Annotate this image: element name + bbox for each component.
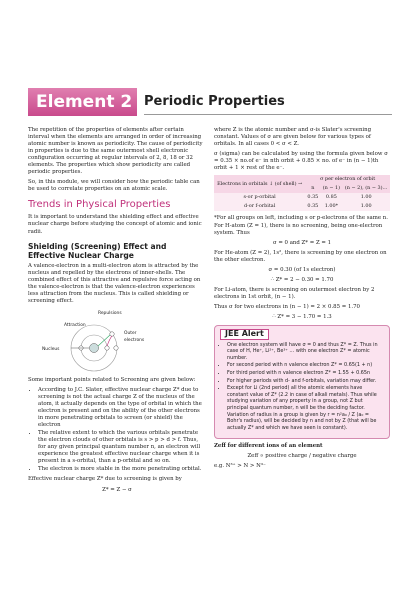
points-intro: Some important points related to Screening are given below: — [28, 376, 196, 383]
table-cell: 1.00 — [360, 194, 372, 201]
chapter-title: Periodic Properties — [144, 94, 285, 109]
table-note: *For all groups on left, including s or p-electrons of the same n. For H-atom (Z = 1), there is no screening, being one-electron system. Thus — [214, 215, 388, 236]
jee-alert-box — [214, 325, 390, 439]
screening-point: • According to J.C. Slater, effective nuclear charge Z* due to screening is not the actual charge Z of the nucleus of the atom, it actually depends on the type of orbital in which the electron is present and on the ability of the other electrons in more penetrating orbitals to screen (or shield) the electron — [38, 387, 206, 429]
table-header: Electrons in orbitals ↓ (of shell) → — [217, 180, 303, 187]
table-row — [214, 193, 390, 202]
title-rule — [144, 114, 392, 115]
chapter-banner — [28, 88, 392, 116]
ions-equation: Zeff ∝ positive charge / negative charge — [247, 453, 357, 460]
slater-table — [214, 175, 390, 211]
alert-item: • For third period with n valence electron Z* = 1.55 + 0.65n — [227, 370, 384, 377]
lithium-text: For Li-atom, there is screening on outermost electron by 2 electrons in 1st orbit, (n − 1). — [214, 286, 375, 300]
sigma-formula: σ (sigma) can be calculated by using the formula given below σ = 0.35 × no.of e⁻ in nth orbit + 0.85 × no. of e⁻ in (n − 1)th orbit + 1 × rest of the e⁻. — [214, 151, 388, 172]
table-cell: 1.00* — [324, 203, 339, 210]
screening-points — [28, 387, 206, 474]
left-column — [28, 127, 206, 497]
ions-example: e.g. N³⁺ > N > N³⁻ — [214, 463, 266, 470]
atom-diagram — [28, 308, 206, 374]
screening-point: • The electron is more stable in the more penetrating orbital. — [38, 466, 206, 473]
alert-item: • For higher periods with d- and f-orbitals, variation may differ. — [227, 378, 384, 385]
attraction-label: Attraction — [64, 322, 86, 328]
alert-item: • Except for Li (2nd period) all the atomic elements have constant value of Z* (2.2 in case of alkali metals). Thus while studying variation of any property in a group, not Z but principal quantum number, n will be the deciding factor. Variation of radius in a group is given by r = n²a₀ / Z (a₀ = Bohr's radius), will be decided by n and not by Z (that will be actually Z* and which we have seen is constant). — [227, 385, 384, 431]
lithium-zeff: ∴ Z* = 3 − 1.70 = 1.3 — [272, 313, 332, 320]
table-cell: s-or p-orbital — [243, 194, 276, 201]
table-caption: σ per electron of orbit — [320, 176, 376, 183]
table-row — [214, 202, 390, 211]
alert-list — [220, 342, 384, 432]
lithium-sigma: Thus σ for two electrons in (n − 1) = 2 × 0.85 = 1.70 — [214, 303, 360, 310]
outer-electrons-label: Outer electrons — [124, 330, 145, 343]
table-header: (n − 1) — [322, 185, 341, 192]
chapter-tag: Element 2 — [28, 88, 137, 116]
sigma-intro: where Z is the atomic number and σ-is Slater's screening constant. Values of σ are given below for various types of orbitals. In all cases 0 < σ < Z. — [214, 127, 372, 148]
table-cell: 1.00 — [360, 203, 372, 210]
shielding-text: A valence-electron in a multi-electron atom is attracted by the nucleus and repelled by the electrons of inner-shells. The combined effect of this attractive and repulsive force acting on the valence-electron is that the valence-electron experiences less attraction from the nucleus. This is called shielding or screening effect. — [28, 262, 201, 304]
zeff-equation: Z* = Z − σ — [102, 486, 132, 493]
table-cell: 0.35 — [307, 203, 319, 210]
table-cell: d-or f-orbital — [243, 203, 276, 210]
table-cell: 0.85 — [325, 194, 337, 201]
table-header: n — [311, 185, 315, 192]
repulsions-label: Repulsions — [98, 310, 122, 316]
shielding-heading: Shielding (Screening) Effect and Effective Nuclear Charge — [28, 241, 167, 260]
alert-item: • One electron system will have σ = 0 and thus Z* = Z. Thus in case of H, He⁺, Li²⁺, Be³⁺ … with one electron Z* = atomic number. — [227, 342, 384, 362]
intro-paragraph-1: The repetition of the properties of elements after certain interval when the elements are arranged in order of increasing atomic number is known as periodicity. The cause of periodicity in properties is due to the same outermost shell electronic configuration occurring at regular intervals of 2, 8, 18 or 32 elements. The properties which show periodicity are called periodic properties. — [28, 127, 203, 176]
nucleus-label: Nucleus — [42, 346, 60, 352]
helium-sigma: σ = 0.30 (of 1s electron) — [268, 266, 336, 273]
jee-alert-title: JEE Alert — [220, 329, 269, 340]
ions-heading: Zeff for different ions of an element — [214, 443, 323, 450]
alert-item: • For second period with n valence electron Z* = 0.65(1 + n) — [227, 362, 384, 369]
table-header: (n − 2), (n − 3)… — [344, 185, 388, 192]
zeff-text: Effective nuclear charge Z* due to screening is given by — [28, 476, 182, 483]
helium-zeff: ∴ Z* = 2 − 0.30 = 1.70 — [270, 276, 334, 283]
hydrogen-equation: σ = 0 and Z* = Z = 1 — [272, 239, 332, 246]
right-column — [214, 127, 390, 473]
intro-paragraph-2: So, in this module, we will consider how the periodic table can be used to correlate properties on an atomic scale. — [28, 179, 200, 193]
trends-text: It is important to understand the shielding effect and effective nuclear charge before studying the concept of atomic and ionic radii. — [28, 214, 202, 235]
shielding-figure — [28, 308, 206, 374]
trends-heading: Trends in Physical Properties — [28, 199, 171, 211]
table-cell: 0.35 — [307, 194, 319, 201]
screening-point: • The relative extent to which the various orbitals penetrate the electron clouds of other orbitals is s > p > d > f. Thus, for any given principal quantum number n, an electron will experience the greatest effective nuclear charge when it is present in a s-orbital, than a p-orbital and so on. — [38, 430, 206, 465]
helium-text: For He-atom (Z = 2), 1s², there is screening by one electron on the other electron. — [214, 249, 387, 263]
